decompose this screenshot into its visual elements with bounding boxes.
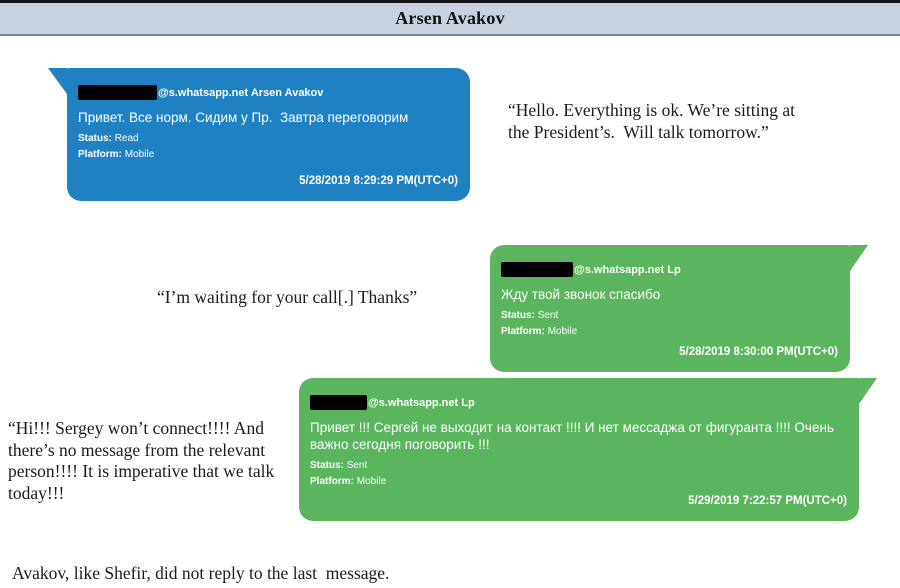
status-row [501, 310, 838, 321]
message-text: Привет. Все норм. Сидим у Пр. Завтра переговорим [78, 110, 409, 125]
sender-line [310, 395, 847, 410]
chat-bubble-incoming [67, 68, 470, 201]
chat-bubble-outgoing [299, 378, 859, 521]
status-value: Read [114, 133, 139, 144]
platform-row [78, 149, 458, 160]
redacted-phone-number [310, 395, 367, 410]
platform-label: Platform: [78, 149, 122, 160]
message-timestamp: 5/28/2019 8:30:00 PM(UTC+0) [679, 346, 838, 358]
message-text: Жду твой звонок спасибо [501, 287, 661, 302]
platform-value: Mobile [124, 149, 155, 160]
bubble-tail-right [859, 378, 877, 404]
page-title: Arsen Avakov [395, 8, 505, 28]
sender-line [78, 85, 458, 100]
status-value: Sent [346, 460, 368, 471]
footer-note: Avakov, like Shefir, did not reply to the last message. [12, 563, 390, 583]
translation-text: “Hello. Everything is ok. We’re sitting at the President’s. Will talk tomorrow.” [508, 100, 800, 142]
bubble-tail-right [850, 245, 868, 271]
message-timestamp: 5/29/2019 7:22:57 PM(UTC+0) [688, 495, 847, 507]
message-timestamp: 5/28/2019 8:29:29 PM(UTC+0) [299, 175, 458, 187]
platform-label: Platform: [310, 476, 354, 487]
sender-id: @s.whatsapp.net Arsen Avakov [158, 86, 324, 99]
platform-row [310, 476, 847, 487]
bubble-content [490, 245, 850, 337]
status-value: Sent [537, 310, 559, 321]
redacted-phone-number [78, 85, 157, 100]
status-label: Status: [310, 460, 344, 471]
status-row [78, 133, 458, 144]
status-label: Status: [501, 310, 535, 321]
status-label: Status: [78, 133, 112, 144]
platform-row [501, 326, 838, 337]
platform-value: Mobile [356, 476, 387, 487]
chat-bubble-outgoing [490, 245, 850, 372]
bubble-content [67, 68, 470, 160]
platform-label: Platform: [501, 326, 545, 337]
translation-text: “Hi!!! Sergey won’t connect!!!! And there’s no message from the relevant person!!!! It is imperative that we talk today!!! [8, 418, 279, 503]
sender-line [501, 262, 838, 277]
status-row [310, 460, 847, 471]
platform-value: Mobile [547, 326, 578, 337]
bubble-content [299, 378, 859, 487]
sender-id: @s.whatsapp.net Lp [368, 396, 475, 409]
translation-text: “I’m waiting for your call[.] Thanks” [157, 287, 418, 307]
bubble-tail-left [48, 68, 67, 94]
redacted-phone-number [501, 262, 573, 277]
message-text: Привет !!! Сергей не выходит на контакт !!!! И нет мессаджа от фигуранта !!!! Очень важно сегодня поговорить !!! [310, 420, 838, 452]
sender-id: @s.whatsapp.net Lp [574, 263, 681, 276]
page-header [0, 0, 900, 36]
